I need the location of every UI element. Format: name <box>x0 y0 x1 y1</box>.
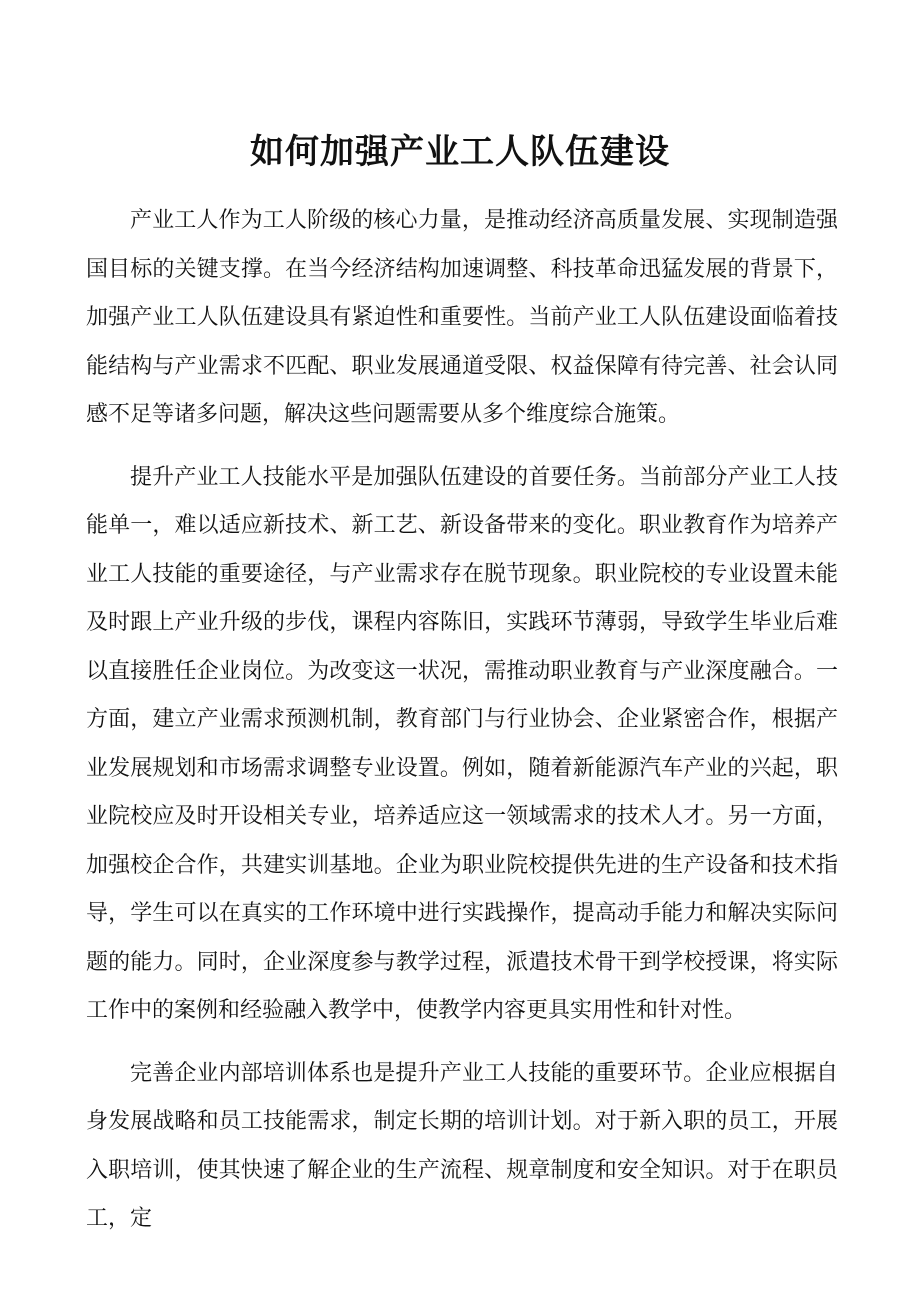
document-title: 如何加强产业工人队伍建设 <box>250 132 670 172</box>
document-body <box>86 197 838 1258</box>
paragraph-3: 完善企业内部培训体系也是提升产业工人技能的重要环节。企业应根据自身发展战略和员工技能需求，制定长期的培训计划。对于新入职的员工，开展入职培训，使其快速了解企业的生产流程、规章制度和安全知识。对于在职员工，定 <box>86 1060 838 1231</box>
paragraph-1: 产业工人作为工人阶级的核心力量，是推动经济高质量发展、实现制造强国目标的关键支撑。在当今经济结构加速调整、科技革命迅猛发展的背景下，加强产业工人队伍建设具有紧迫性和重要性。当前产业工人队伍建设面临着技能结构与产业需求不匹配、职业发展通道受限、权益保障有待完善、社会认同感不足等诸多问题，解决这些问题需要从多个维度综合施策。 <box>86 208 838 427</box>
paragraph-2: 提升产业工人技能水平是加强队伍建设的首要任务。当前部分产业工人技能单一，难以适应新技术、新工艺、新设备带来的变化。职业教育作为培养产业工人技能的重要途径，与产业需求存在脱节现象。职业院校的专业设置未能及时跟上产业升级的步伐，课程内容陈旧，实践环节薄弱，导致学生毕业后难以直接胜任企业岗位。为改变这一状况，需推动职业教育与产业深度融合。一方面，建立产业需求预测机制，教育部门与行业协会、企业紧密合作，根据产业发展规划和市场需求调整专业设置。例如，随着新能源汽车产业的兴起，职业院校应及时开设相关专业，培养适应这一领域需求的技术人才。另一方面，加强校企合作，共建实训基地。企业为职业院校提供先进的生产设备和技术指导，学生可以在真实的工作环境中进行实践操作，提高动手能力和解决实际问题的能力。同时，企业深度参与教学过程，派遣技术骨干到学校授课，将实际工作中的案例和经验融入教学中，使教学内容更具实用性和针对性。 <box>86 464 838 1023</box>
